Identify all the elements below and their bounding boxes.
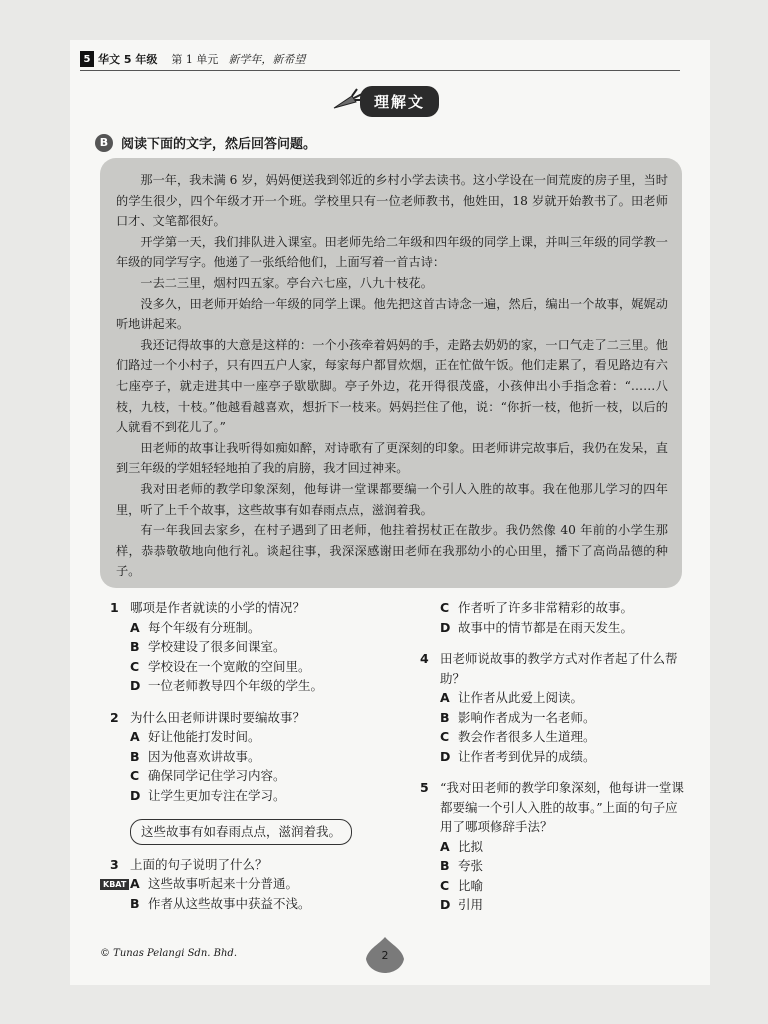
passage-paragraph: 开学第一天，我们排队进入课室。田老师先给二年级和四年级的同学上课，并叫三年级的同学教一年级的同学写字。他递了一张纸给他们，上面写着一首古诗： [116,234,668,270]
option-d[interactable]: D 一位老师教导四个年级的学生。 [130,678,324,693]
question-number: 3 [110,856,119,872]
quote-box: 这些故事有如春雨点点，滋润着我。 [130,819,352,845]
passage-paragraph: 我还记得故事的大意是这样的：一个小孩牵着妈妈的手，走路去奶奶的家，一口气走了二三里。他们路过一个小村子，只有四五户人家，每家每户都冒炊烟，正在忙做午饭。他们走累了，看见路边有六七座亭子，就走进其中一座亭子歇歇脚。亭子外边，花开得很茂盛，小孩伸出小手指念着：“……八枝，九枝，十枝。”他越看越喜欢，想折下一枝来。妈妈拦住了他，说：“你折一枝，他折一枝，以后的人就看不到花儿了。” [116,337,668,435]
grade-label: 华文 5 年级 [98,53,158,66]
copyright-footer: © Tunas Pelangi Sdn. Bhd. [100,948,237,959]
passage-paragraph: 我对田老师的教学印象深刻，他每讲一堂课都要编一个引人入胜的故事。我在他那儿学习的四年里，听了上千个故事，这些故事有如春雨点点，滋润着我。 [116,481,668,517]
question-3 [110,855,400,914]
question-stem: “我对田老师的教学印象深刻，他每讲一堂课都要编一个引人入胜的故事。”上面的句子应用了哪项修辞手法？ [440,780,684,834]
unit-label: 第 1 单元 [171,53,219,66]
option-d[interactable]: D 引用 [440,897,484,912]
title-badge: 理解文 [360,86,439,117]
kbat-badge: KBAT [100,879,129,890]
section-title [330,84,439,118]
question-4 [420,649,690,766]
passage-paragraph: 那一年，我未满 6 岁，妈妈便送我到邻近的乡村小学去读书。这小学设在一间荒废的房子里，当时的学生很少，四个年级才开一个班。学校里只有一位老师教书，他姓田，18 岁就开始教书了。田老师口才、文笔都很好。 [116,173,668,229]
passage-paragraph: 有一年我回去家乡，在村子遇到了田老师，他拄着拐杖正在散步。我仍然像 40 年前的小学生那样，恭恭敬敬地向他行礼。谈起往事，我深深感谢田老师在我那幼小的心田里，播下了高尚品德的种子。 [116,523,668,579]
option-b[interactable]: B 学校建设了很多间课室。 [130,639,286,654]
option-c[interactable]: C 作者听了许多非常精彩的故事。 [440,600,634,615]
option-a[interactable]: A 比拟 [440,838,484,854]
option-b[interactable]: B 因为他喜欢讲故事。 [130,748,261,764]
page-number-badge [362,935,408,975]
option-c[interactable]: C 学校设在一个宽敞的空间里。 [130,658,311,674]
option-a[interactable]: A 这些故事听起来十分普通。 [130,876,299,891]
option-c[interactable]: C 比喻 [440,877,484,893]
question-1 [110,598,400,696]
option-b[interactable]: B 夸张 [440,858,484,873]
option-b[interactable]: B 影响作者成为一名老师。 [440,709,596,725]
question-number: 1 [110,600,119,615]
carrot-icon [330,86,364,116]
option-c[interactable]: C 确保同学记住学习内容。 [130,768,286,783]
passage-paragraph: 田老师的故事让我听得如痴如醉，对诗歌有了更深刻的印象。田老师讲完故事后，我仍在发呆，直到三年级的学姐轻轻地拍了我的肩膀，我才回过神来。 [116,440,668,476]
question-number: 2 [110,709,119,725]
instruction-text: 阅读下面的文字，然后回答问题。 [121,137,317,152]
page-header [80,48,680,70]
question-stem: 上面的句子说明了什么？ [130,856,268,872]
option-b[interactable]: B 作者从这些故事中获益不浅。 [130,895,311,911]
question-number: 4 [420,651,429,666]
unit-title: 新学年，新希望 [228,53,306,66]
option-d[interactable]: D 让学生更加专注在学习。 [130,787,286,803]
option-d[interactable]: D 让作者考到优异的成绩。 [440,748,596,764]
question-2 [110,708,400,806]
question-3-continued [420,598,690,637]
section-badge: B [95,134,113,152]
question-stem: 为什么田老师讲课时要编故事？ [130,709,306,725]
option-a[interactable]: A 让作者从此爱上阅读。 [440,690,584,705]
option-c[interactable]: C 教会作者很多人生道理。 [440,729,596,744]
passage-poem: 一去二三里，烟村四五家。亭台六七座，八九十枝花。 [140,275,433,290]
section-instruction [95,133,316,152]
header-divider [80,70,680,71]
question-number: 5 [420,780,429,795]
questions-right-column [420,598,690,927]
option-d[interactable]: D 故事中的情节都是在雨天发生。 [440,619,634,635]
series-logo: 5 [80,51,94,67]
reading-passage [100,158,682,588]
option-a[interactable]: A 每个年级有分班制。 [130,619,261,635]
page-number: 2 [381,948,389,962]
question-5 [420,778,690,915]
questions-left-column [110,598,400,925]
option-a[interactable]: A 好让他能打发时间。 [130,729,261,744]
question-stem: 哪项是作者就读的小学的情况？ [130,600,306,615]
passage-paragraph: 没多久，田老师开始给一年级的同学上课。他先把这首古诗念一遍，然后，编出一个故事，娓娓动听地讲起来。 [116,296,668,332]
question-stem: 田老师说故事的教学方式对作者起了什么帮助？ [440,651,678,686]
